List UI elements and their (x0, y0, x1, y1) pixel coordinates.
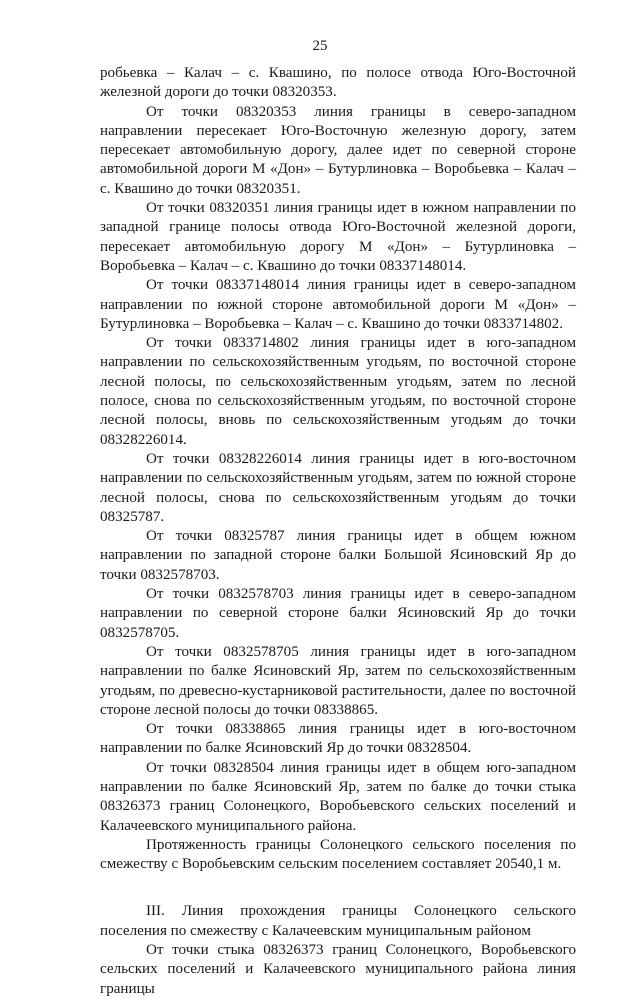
paragraph: От точки 08325787 линия границы идет в общем южном направлении по западной стороне балки Большой Ясиновский Яр до точки 0832578703. (100, 528, 576, 583)
paragraph: От точки 08337148014 линия границы идет в северо-западном направлении по южной стороне автомобильной дороги М «Дон» – Бутурлиновка – Воробьевка – Калач – с. Квашино до точки 0833714802. (100, 277, 576, 332)
paragraph-length-summary: Протяженность границы Солонецкого сельского поселения по смежеству с Воробьевским сельским поселением составляет 20540,1 м. (100, 836, 576, 873)
section-heading: III. Линия прохождения границы Солонецкого сельского поселения по смежеству с Калачеевским муниципальным районом (100, 903, 576, 939)
section-paragraph: От точки стыка 08326373 границ Солонецкого, Воробьевского сельских поселений и Калачеевского муниципального района линия границы (100, 942, 576, 997)
page-number: 25 (312, 38, 328, 54)
paragraph: От точки 0832578703 линия границы идет в северо-западном направлении по северной стороне балки Ясиновский Яр до точки 0832578705. (100, 586, 576, 641)
paragraph: От точки 08328226014 линия границы идет в юго-восточном направлении по сельскохозяйственным угодьям, затем по южной стороне лесной полосы, снова по сельскохозяйственным угодьям до точки 08325787. (100, 450, 576, 525)
paragraph: От точки 0832578705 линия границы идет в юго-западном направлении по балке Ясиновский Яр, затем по сельскохозяйственным угодьям, по древесно-кустарниковой растительности, далее по восточной стороне лесной полосы до точки 08338865. (100, 643, 576, 718)
document-body (100, 64, 576, 999)
paragraph: От точки 08328504 линия границы идет в общем юго-западном направлении по балке Ясиновский Яр, затем по балке до точки стыка 08326373 границ Солонецкого, Воробьевского сельских поселений и Калачеевского муниципального района. (100, 759, 576, 834)
paragraph: От точки 0833714802 линия границы идет в юго-западном направлении по сельскохозяйственным угодьям, по восточной стороне лесной полосы, по сельскохозяйственным угодьям, затем по лесной полосе, снова по сельскохозяйственным угодьям, по восточной стороне лесной полосы, вновь по сельскохозяйственным угодьям до точки 08328226014. (100, 335, 576, 448)
paragraph: От точки 08320353 линия границы в северо-западном направлении пересекает Юго-Восточную железную дорогу, затем пересекает автомобильную дорогу, далее идет по северной стороне автомобильной дороги М «Дон» – Бутурлиновка – Воробьевка – Калач – с. Квашино до точки 08320351. (100, 103, 576, 197)
paragraph: От точки 08338865 линия границы идет в юго-восточном направлении по балке Ясиновский Яр до точки 08328504. (100, 721, 576, 757)
paragraph-continuation: робьевка – Калач – с. Квашино, по полосе отвода Юго-Восточной железной дороги до точки 08320353. (100, 65, 576, 101)
paragraph: От точки 08320351 линия границы идет в южном направлении по западной границе полосы отвода Юго-Восточной железной дороги, пересекает автомобильную дорогу М «Дон» – Бутурлиновка – Воробьевка – Калач – с. Квашино до точки 08337148014. (100, 200, 576, 274)
